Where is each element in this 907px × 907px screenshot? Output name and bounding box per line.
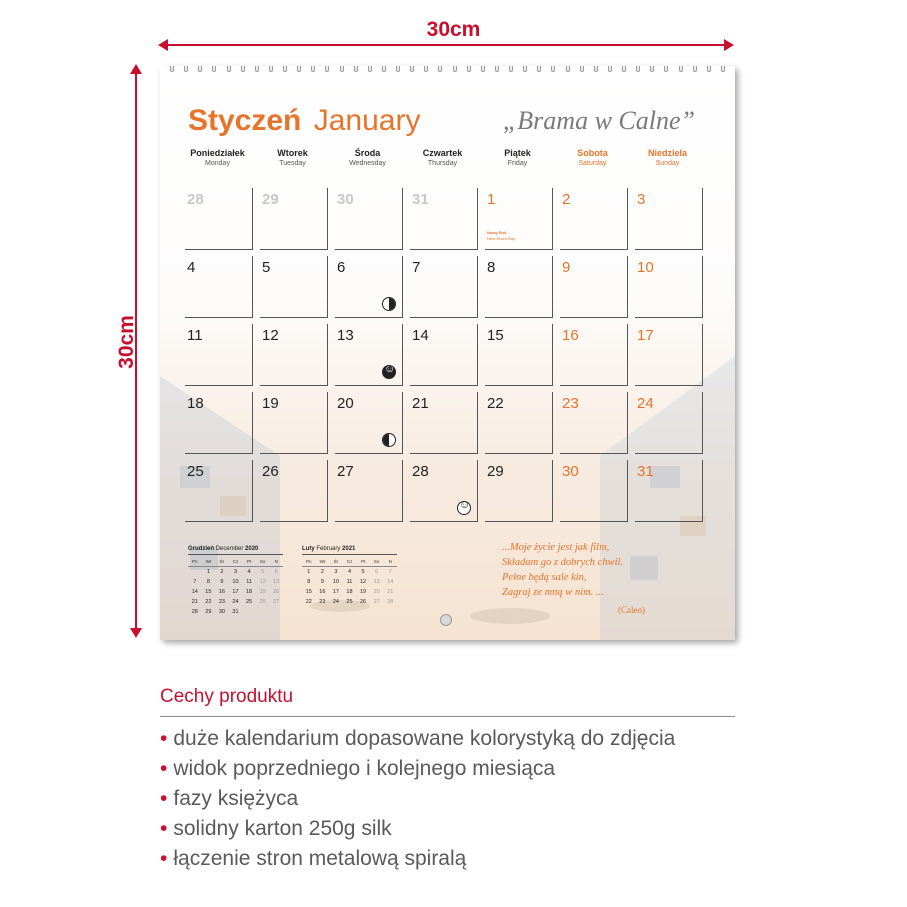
mini-calendar-grid bbox=[188, 557, 283, 617]
mini-calendar-day: 24 bbox=[332, 599, 339, 605]
mini-calendar-weekday: Wt bbox=[316, 557, 330, 567]
mini-calendar-day: 1 bbox=[206, 569, 210, 575]
weekday-header: Środa Wednesday bbox=[349, 148, 386, 167]
holiday-label: Nowy Rok New Year's Day bbox=[487, 230, 516, 241]
mini-calendar-day: 5 bbox=[261, 569, 265, 575]
weekday-header: Wtorek Tuesday bbox=[277, 148, 308, 167]
mini-calendar-day: 1 bbox=[307, 569, 311, 575]
month-title bbox=[188, 104, 420, 138]
mini-calendar-day: 17 bbox=[232, 589, 239, 595]
day-cell: 7 bbox=[410, 256, 478, 318]
hanging-hole bbox=[440, 614, 452, 626]
mini-calendar-day: 6 bbox=[375, 569, 379, 575]
day-cell: 2 bbox=[560, 188, 628, 250]
mini-calendar-day bbox=[269, 607, 283, 617]
month-name-english: January bbox=[313, 104, 421, 137]
mini-calendar-day: 30 bbox=[218, 609, 225, 615]
mini-calendar-day: 28 bbox=[387, 599, 394, 605]
mini-calendar-day: 8 bbox=[307, 579, 311, 585]
mini-calendar-day: 20 bbox=[373, 589, 380, 595]
day-cell: 30 bbox=[335, 188, 403, 250]
day-cell: 6 bbox=[335, 256, 403, 318]
mini-calendar-day bbox=[242, 607, 256, 617]
feature-item: • solidny karton 250g silk bbox=[160, 817, 392, 840]
mini-calendar-day: 16 bbox=[319, 589, 326, 595]
features-list bbox=[160, 724, 675, 874]
mini-calendar-day: 2 bbox=[220, 569, 224, 575]
weekday-header: Poniedziałek Monday bbox=[190, 148, 245, 167]
feature-item: • łączenie stron metalową spiralą bbox=[160, 847, 467, 870]
mini-calendar-day: 25 bbox=[346, 599, 353, 605]
day-cell: 29 bbox=[485, 460, 553, 522]
width-dimension-label: 30cm bbox=[426, 18, 481, 41]
day-cell: 31 bbox=[410, 188, 478, 250]
mini-calendar-day: 13 bbox=[273, 579, 280, 585]
features-heading: Cechy produktu bbox=[160, 686, 294, 707]
feature-item: • duże kalendarium dopasowane kolorystyką do zdjęcia bbox=[160, 727, 676, 750]
day-cell: 19 bbox=[260, 392, 328, 454]
mini-calendar-weekday: N bbox=[269, 557, 283, 567]
mini-calendar-day: 4 bbox=[347, 569, 352, 575]
mini-calendar-day: 11 bbox=[246, 579, 252, 585]
mini-calendar-day: 5 bbox=[361, 569, 365, 575]
day-cell: 27 bbox=[335, 460, 403, 522]
mini-calendar-weekday: Cz bbox=[343, 557, 357, 567]
day-cell: 3 bbox=[635, 188, 703, 250]
mini-calendar-day: 10 bbox=[332, 579, 339, 585]
day-cell: 30 bbox=[560, 460, 628, 522]
mini-calendar-day: 19 bbox=[259, 589, 266, 595]
mini-calendar-day: 14 bbox=[387, 579, 394, 585]
day-cell: 26 bbox=[260, 460, 328, 522]
mini-calendar-day: 23 bbox=[218, 599, 225, 605]
mini-calendar-day: 13 bbox=[373, 579, 380, 585]
first-quarter-moon-icon bbox=[382, 297, 396, 311]
mini-calendar-day: 16 bbox=[218, 589, 225, 595]
mini-calendar-day bbox=[256, 607, 270, 617]
mini-calendar-weekday: Pn bbox=[302, 557, 316, 567]
day-cell: 12 bbox=[260, 324, 328, 386]
mini-calendar-day: 24 bbox=[232, 599, 239, 605]
day-cell: 28 bbox=[185, 188, 253, 250]
day-cell: 14 bbox=[410, 324, 478, 386]
mini-calendar-day: 3 bbox=[334, 569, 338, 575]
day-cell: 23 bbox=[560, 392, 628, 454]
mini-calendar-day: 7 bbox=[193, 579, 197, 585]
mini-calendar-day: 12 bbox=[259, 579, 266, 585]
mini-calendar-day bbox=[188, 567, 202, 577]
mini-calendar-day: 25 bbox=[246, 599, 253, 605]
day-cell: 15 bbox=[485, 324, 553, 386]
day-cell: 4 bbox=[185, 256, 253, 318]
bullet-icon: • bbox=[160, 847, 168, 870]
bullet-icon: • bbox=[160, 817, 168, 840]
mini-calendar-day: 22 bbox=[305, 599, 312, 605]
day-cell: 31 bbox=[635, 460, 703, 522]
mini-calendar-previous-month bbox=[188, 546, 283, 617]
height-dimension-label: 30cm bbox=[115, 315, 138, 369]
day-cell: 24 bbox=[635, 392, 703, 454]
day-cell: 22 bbox=[485, 392, 553, 454]
mini-calendar-day: 31 bbox=[232, 609, 239, 615]
last-quarter-moon-icon bbox=[382, 433, 396, 447]
mini-calendar-day: 28 bbox=[191, 609, 198, 615]
mini-calendar-day: 27 bbox=[273, 599, 280, 605]
mini-calendar-day: 18 bbox=[346, 589, 353, 595]
mini-calendar-day: 7 bbox=[388, 569, 392, 575]
mini-calendar-title: Grudzień December 2020 bbox=[188, 546, 283, 555]
mini-calendar-day: 9 bbox=[320, 579, 324, 585]
mini-calendar-day: 9 bbox=[220, 579, 224, 585]
mini-calendar-grid bbox=[302, 557, 397, 607]
day-cell: 5 bbox=[260, 256, 328, 318]
day-cell: 10 bbox=[635, 256, 703, 318]
mini-calendar-day: 15 bbox=[305, 589, 312, 595]
mini-calendar-day: 2 bbox=[320, 569, 324, 575]
day-cell: 18 bbox=[185, 392, 253, 454]
mini-calendar-weekday: Wt bbox=[202, 557, 216, 567]
full-moon-icon bbox=[457, 501, 471, 515]
bullet-icon: • bbox=[160, 727, 168, 750]
mini-calendar-day: 8 bbox=[206, 579, 210, 585]
mini-calendar-weekday: Śr bbox=[329, 557, 343, 567]
feature-item: • fazy księżyca bbox=[160, 787, 299, 810]
mini-calendar-weekday: Cz bbox=[229, 557, 243, 567]
day-cell: 28 ☺ bbox=[410, 460, 478, 522]
day-cell: 8 bbox=[485, 256, 553, 318]
mini-calendar-weekday: Pt bbox=[356, 557, 370, 567]
day-cell: 11 bbox=[185, 324, 253, 386]
mini-calendar-day: 14 bbox=[191, 589, 198, 595]
weekday-header-weekend: Niedziela Sunday bbox=[647, 148, 687, 167]
weekday-header: Piątek Friday bbox=[504, 148, 531, 167]
mini-calendar-title: Luty February 2021 bbox=[302, 546, 397, 555]
mini-calendar-day: 3 bbox=[233, 569, 238, 575]
photo-title: „Brama w Calne” bbox=[502, 106, 695, 135]
mini-calendar-day: 11 bbox=[346, 579, 353, 585]
mini-calendar-day: 23 bbox=[319, 599, 326, 605]
calendar-page bbox=[160, 66, 735, 640]
mini-calendar-day: 22 bbox=[205, 599, 212, 605]
bullet-icon: • bbox=[160, 787, 168, 810]
day-cell: 29 bbox=[260, 188, 328, 250]
mini-calendar-next-month bbox=[302, 546, 397, 607]
features-divider bbox=[160, 716, 735, 717]
poem-author: (Caleo) bbox=[618, 605, 645, 615]
mini-calendar-day: 29 bbox=[205, 609, 212, 615]
day-cell: 16 bbox=[560, 324, 628, 386]
mini-calendar-weekday: Pn bbox=[188, 557, 202, 567]
day-cell-holiday: 1 Nowy Rok New Year's Day bbox=[485, 188, 553, 250]
mini-calendar-day: 6 bbox=[274, 569, 278, 575]
width-dimension-arrow bbox=[160, 44, 732, 46]
mini-calendar-weekday: So bbox=[370, 557, 384, 567]
mini-calendar-weekday: Pt bbox=[242, 557, 256, 567]
month-name-polish: Styczeń bbox=[188, 104, 302, 137]
mini-calendar-day: 21 bbox=[387, 589, 394, 595]
mini-calendar-day: 20 bbox=[273, 589, 280, 595]
mini-calendar-day: 27 bbox=[373, 599, 380, 605]
mini-calendar-day: 21 bbox=[191, 599, 198, 605]
day-cell: 21 bbox=[410, 392, 478, 454]
day-cell: 9 bbox=[560, 256, 628, 318]
poem-quote: ...Moje życie jest jak film, Składam go z dobrych chwil. Pełne będą sale kin, Zagraj ze mną w nim. ... bbox=[502, 542, 624, 598]
mini-calendar-day: 4 bbox=[247, 569, 251, 575]
day-cell: 17 bbox=[635, 324, 703, 386]
new-moon-icon bbox=[382, 365, 396, 379]
weekday-header: Czwartek Thursday bbox=[422, 148, 463, 167]
weekday-header-weekend: Sobota Saturday bbox=[577, 148, 608, 167]
metal-spiral-binding bbox=[170, 66, 725, 76]
mini-calendar-day: 17 bbox=[332, 589, 339, 595]
day-cell: 20 bbox=[335, 392, 403, 454]
mini-calendar-day: 15 bbox=[205, 589, 212, 595]
mini-calendar-day: 26 bbox=[259, 599, 266, 605]
mini-calendar-day: 12 bbox=[360, 579, 367, 585]
bullet-icon: • bbox=[160, 757, 168, 780]
mini-calendar-day: 26 bbox=[360, 599, 367, 605]
feature-item: • widok poprzedniego i kolejnego miesiąca bbox=[160, 757, 556, 780]
day-cell: 13 ☺ bbox=[335, 324, 403, 386]
mini-calendar-weekday: So bbox=[256, 557, 270, 567]
mini-calendar-day: 19 bbox=[360, 589, 367, 595]
mini-calendar-weekday: Śr bbox=[215, 557, 229, 567]
day-cell: 25 bbox=[185, 460, 253, 522]
mini-calendar-weekday: N bbox=[383, 557, 397, 567]
mini-calendar-day: 18 bbox=[246, 589, 253, 595]
mini-calendar-day: 10 bbox=[232, 579, 239, 585]
